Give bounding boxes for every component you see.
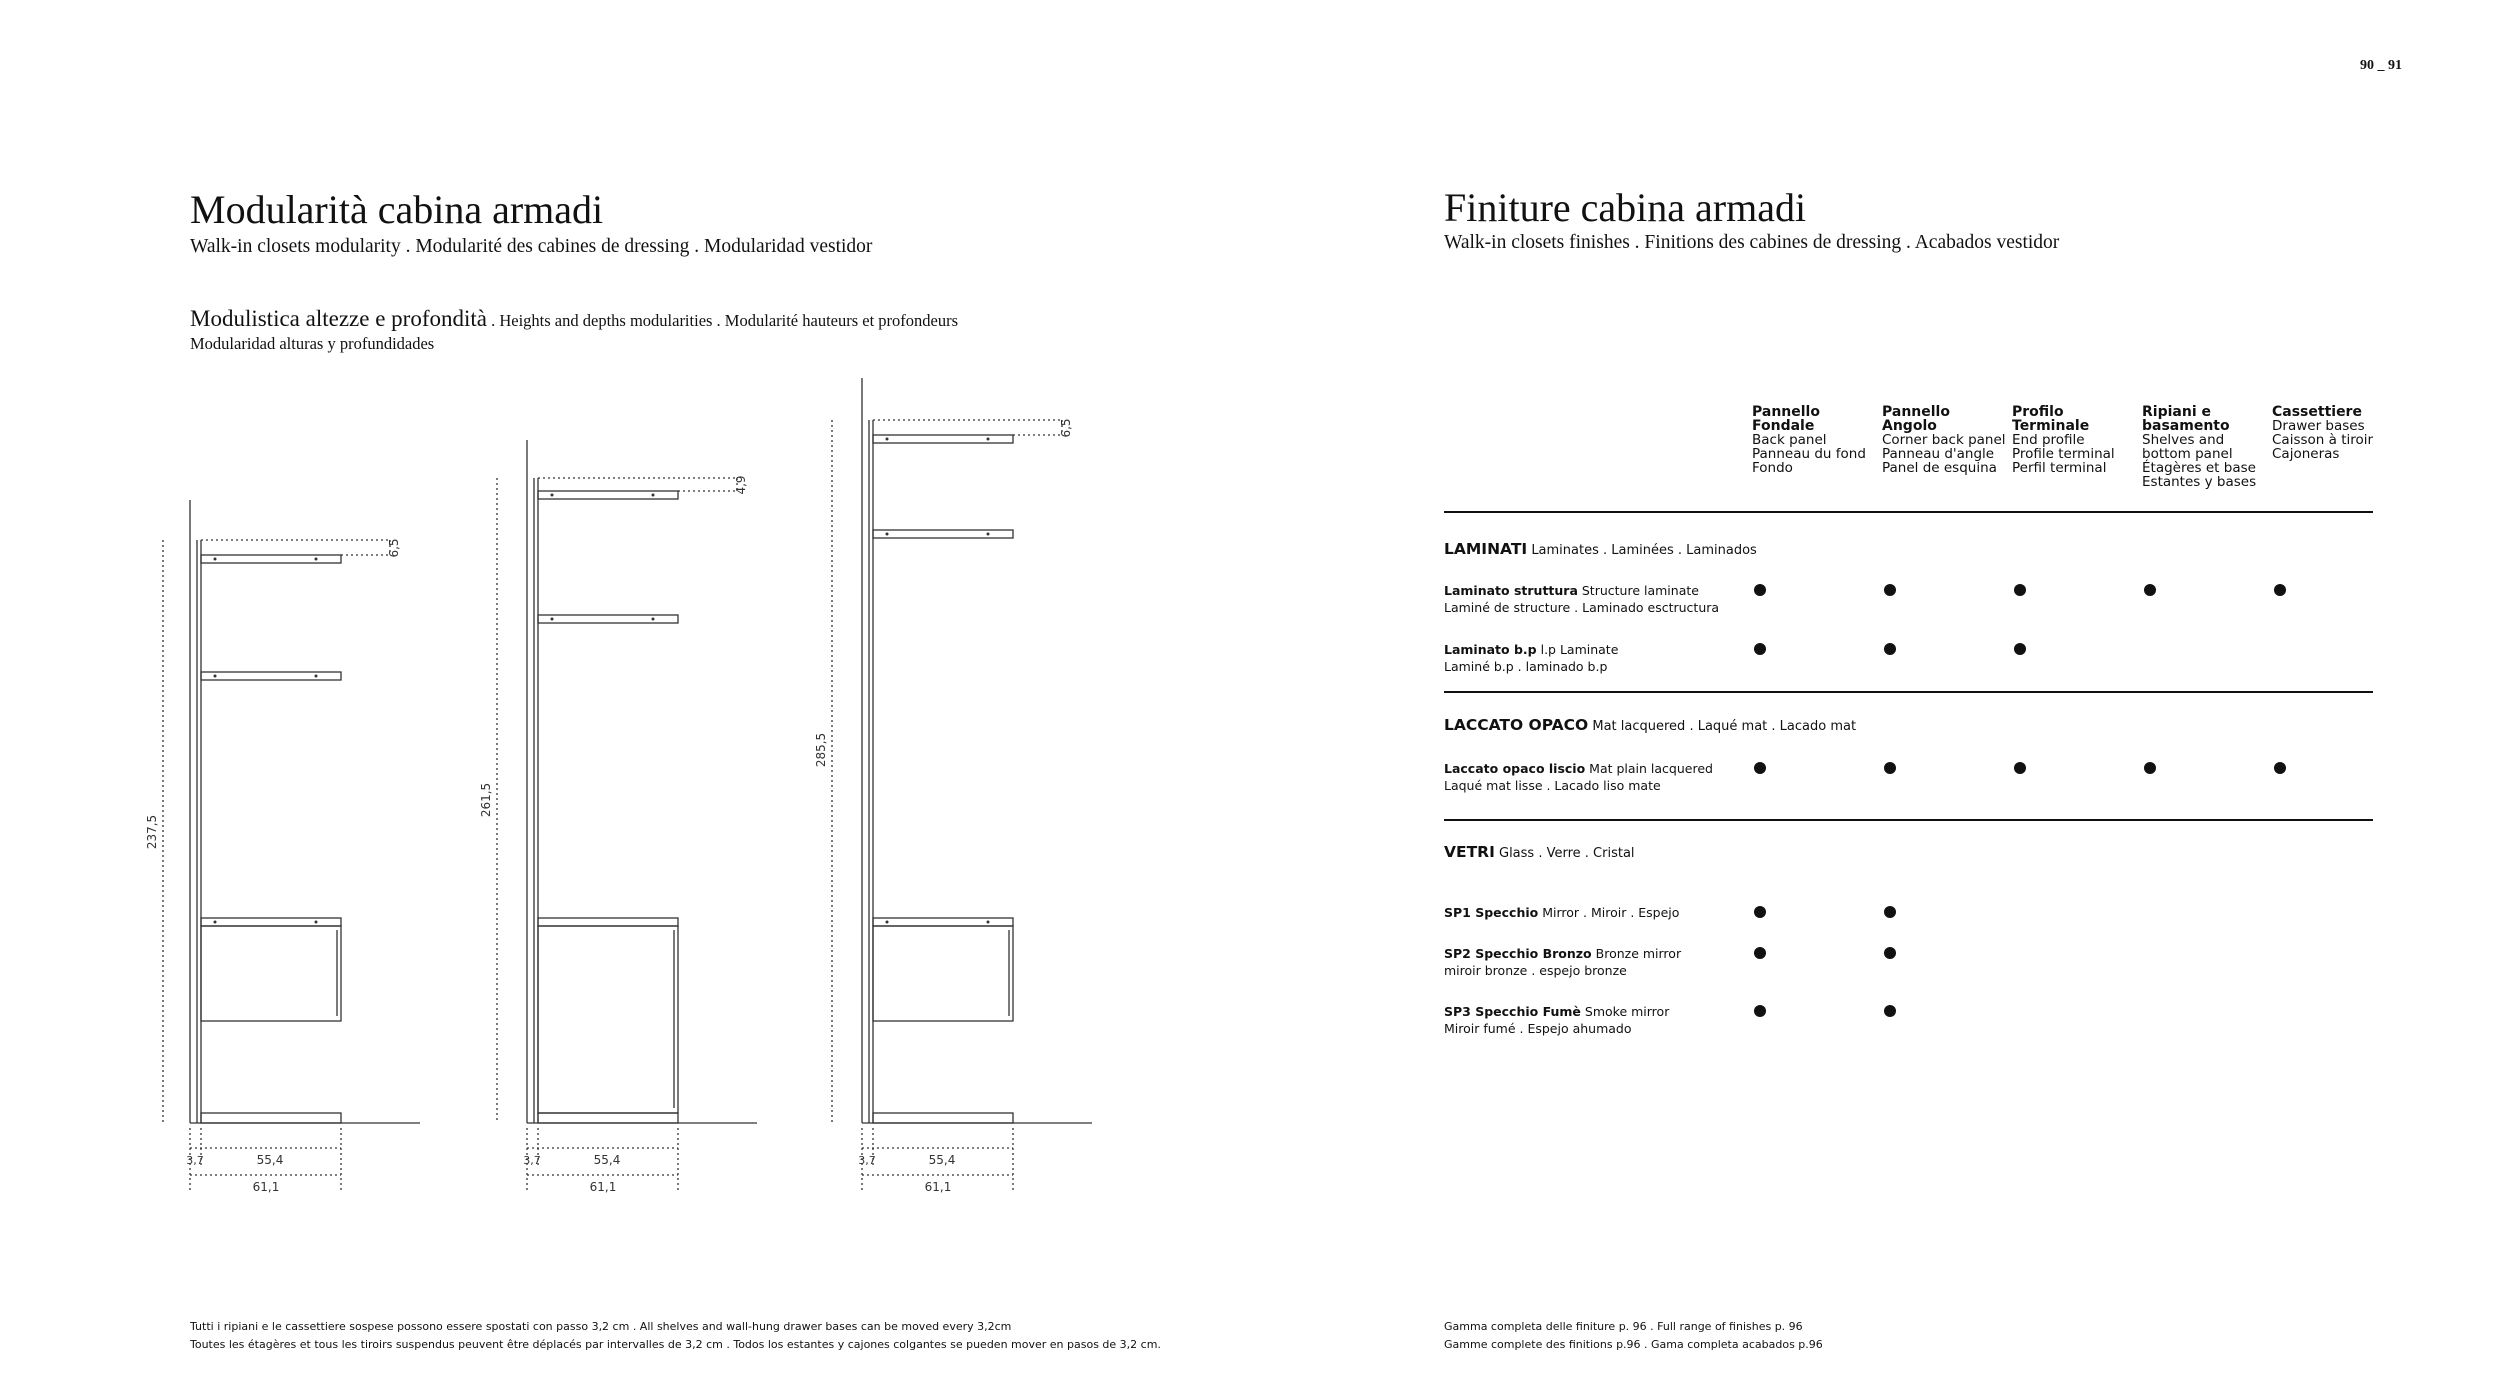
finish-row xyxy=(1444,945,1681,979)
finish-translation: Mirror . Miroir . Espejo xyxy=(1542,905,1680,920)
availability-dot xyxy=(2274,762,2286,774)
col5-line-1: Drawer bases xyxy=(2272,418,2365,434)
unit-1-dim-c: 61,1 xyxy=(252,1180,280,1194)
col3-line-1: End profile xyxy=(2012,432,2085,448)
unit-3-dim-a: 3,7 xyxy=(858,1154,876,1167)
unit-1-top-gap-label: 6,5 xyxy=(387,538,401,558)
unit-3-height-label: 285,5 xyxy=(814,732,828,768)
availability-dot xyxy=(1754,762,1766,774)
column-header-end-profile xyxy=(2012,405,2115,475)
col2-line-3: Panel de esquina xyxy=(1882,460,1997,476)
col1-line-3: Fondo xyxy=(1752,460,1793,476)
finish-translation-2: Miroir fumé . Espejo ahumado xyxy=(1444,1021,1632,1036)
right-footnote xyxy=(1444,1318,1823,1354)
table-rule-3 xyxy=(1444,819,2373,821)
unit-2-top-gap-label: 4,9 xyxy=(734,475,748,495)
column-header-corner-panel xyxy=(1882,405,2006,475)
unit-1-height-label: 237,5 xyxy=(145,814,159,850)
group-translations: Mat lacquered . Laqué mat . Lacado mat xyxy=(1592,719,1857,734)
unit-2-drawing xyxy=(497,440,737,1192)
availability-dot xyxy=(2144,584,2156,596)
finish-translation: Mat plain lacquered xyxy=(1589,761,1713,776)
group-translations: Glass . Verre . Cristal xyxy=(1499,846,1635,861)
group-name: VETRI xyxy=(1444,843,1495,861)
col1-title-2: Fondale xyxy=(1752,418,1815,434)
table-rule-2 xyxy=(1444,691,2373,693)
finish-row xyxy=(1444,760,1713,794)
availability-dot xyxy=(1754,643,1766,655)
unit-2-dim-a: 3,7 xyxy=(523,1154,541,1167)
section-title-rest: . Heights and depths modularities . Modularité hauteurs et profondeurs xyxy=(486,311,959,330)
availability-dot xyxy=(2274,584,2286,596)
col3-line-2: Profile terminal xyxy=(2012,446,2115,462)
finish-name: SP3 Specchio Fumè xyxy=(1444,1004,1581,1019)
unit-1-dim-b: 55,4 xyxy=(256,1153,284,1167)
finish-row xyxy=(1444,904,1679,921)
col3-line-3: Perfil terminal xyxy=(2012,460,2107,476)
col5-title-1: Cassettiere xyxy=(2272,404,2362,420)
availability-dot xyxy=(1884,643,1896,655)
right-footnote-line-1: Gamma completa delle finiture p. 96 . Full range of finishes p. 96 xyxy=(1444,1320,1803,1333)
unit-2-height-label: 261,5 xyxy=(479,782,493,818)
column-header-drawer-bases xyxy=(2272,405,2373,461)
availability-dot xyxy=(1754,584,1766,596)
unit-3-top-gap-label: 6,5 xyxy=(1059,418,1073,438)
group-translations: Laminates . Laminées . Laminados xyxy=(1531,543,1757,558)
availability-dot xyxy=(1884,1005,1896,1017)
section-subtitle: Modularidad alturas y profundidades xyxy=(190,334,435,353)
table-rule-top xyxy=(1444,511,2373,513)
finish-translation: Bronze mirror xyxy=(1595,946,1682,961)
col5-line-3: Cajoneras xyxy=(2272,446,2340,462)
left-title: Modularità cabina armadi xyxy=(190,187,604,232)
col1-title-1: Pannello xyxy=(1752,404,1820,420)
col4-line-1: Shelves and xyxy=(2142,432,2225,448)
right-title: Finiture cabina armadi xyxy=(1444,185,1807,230)
finish-translation: l.p Laminate xyxy=(1540,642,1619,657)
availability-dot xyxy=(1884,947,1896,959)
left-subtitle: Walk-in closets modularity . Modularité des cabines de dressing . Modularidad vestidor xyxy=(190,236,873,257)
finish-row xyxy=(1444,1003,1669,1037)
group-header-vetri xyxy=(1444,843,1635,861)
section-title: Modulistica altezze e profondità xyxy=(190,306,487,331)
group-name: LACCATO OPACO xyxy=(1444,716,1589,734)
finish-name: Laminato struttura xyxy=(1444,583,1578,598)
col4-line-4: Estantes y bases xyxy=(2142,474,2257,490)
availability-dot xyxy=(1754,906,1766,918)
col1-line-1: Back panel xyxy=(1752,432,1827,448)
col2-title-2: Angolo xyxy=(1882,418,1937,434)
finish-name: Laminato b.p xyxy=(1444,642,1537,657)
unit-1-drawing xyxy=(163,500,390,1192)
availability-dot xyxy=(1884,906,1896,918)
availability-dot xyxy=(2014,762,2026,774)
availability-dot xyxy=(1884,584,1896,596)
unit-3-drawing xyxy=(832,378,1062,1192)
group-name: LAMINATI xyxy=(1444,540,1528,558)
left-footnote-line-2: Toutes les étagères et tous les tiroirs suspendus peuvent être déplacés par intervalles de 3,2 cm . Todos los estantes y cajones colgantes se pueden mover en pasos de 3,2 cm. xyxy=(190,1338,1161,1351)
col2-line-2: Panneau d'angle xyxy=(1882,446,1995,462)
column-header-back-panel xyxy=(1752,405,1866,475)
col2-title-1: Pannello xyxy=(1882,404,1950,420)
col2-line-1: Corner back panel xyxy=(1882,432,2006,448)
group-header-laccato xyxy=(1444,716,1856,734)
col3-title-1: Profilo xyxy=(2012,404,2064,420)
finish-translation-2: Laminé de structure . Laminado esctructura xyxy=(1444,600,1720,615)
col5-line-2: Caisson à tiroir xyxy=(2272,432,2374,448)
finish-translation: Structure laminate xyxy=(1581,583,1699,598)
availability-dot xyxy=(2014,643,2026,655)
availability-dot xyxy=(1884,762,1896,774)
unit-2-dim-b: 55,4 xyxy=(593,1153,621,1167)
finish-translation: Smoke mirror xyxy=(1584,1004,1670,1019)
finish-row xyxy=(1444,582,1719,616)
modularity-drawings xyxy=(0,0,1250,1250)
unit-1-dim-a: 3,7 xyxy=(186,1154,204,1167)
availability-dot xyxy=(1754,947,1766,959)
col4-title-2: basamento xyxy=(2142,418,2230,434)
right-footnote-line-2: Gamme complete des finitions p.96 . Gama completa acabados p.96 xyxy=(1444,1338,1823,1351)
page-number: 90 _ 91 xyxy=(2360,58,2402,73)
left-footnote xyxy=(190,1318,1161,1354)
right-subtitle: Walk-in closets finishes . Finitions des cabines de dressing . Acabados vestidor xyxy=(1444,232,2060,253)
col4-line-3: Étagères et base xyxy=(2142,460,2256,476)
finish-translation-2: Laminé b.p . laminado b.p xyxy=(1444,659,1608,674)
availability-dot xyxy=(2144,762,2156,774)
col4-line-2: bottom panel xyxy=(2142,446,2233,462)
finish-name: Laccato opaco liscio xyxy=(1444,761,1586,776)
unit-3-dim-c: 61,1 xyxy=(924,1180,952,1194)
finish-row xyxy=(1444,641,1618,675)
finish-translation-2: Laqué mat lisse . Lacado liso mate xyxy=(1444,778,1661,793)
col4-title-1: Ripiani e xyxy=(2142,404,2211,420)
col1-line-2: Panneau du fond xyxy=(1752,446,1866,462)
finish-name: SP2 Specchio Bronzo xyxy=(1444,946,1592,961)
unit-3-dim-b: 55,4 xyxy=(928,1153,956,1167)
finish-name: SP1 Specchio xyxy=(1444,905,1539,920)
group-header-laminati xyxy=(1444,540,1757,558)
finish-translation-2: miroir bronze . espejo bronze xyxy=(1444,963,1627,978)
column-header-shelves xyxy=(2142,405,2256,489)
availability-dot xyxy=(1754,1005,1766,1017)
left-footnote-line-1: Tutti i ripiani e le cassettiere sospese possono essere spostati con passo 3,2 cm . All shelves and wall-hung drawer bases can be moved every 3,2cm xyxy=(190,1320,1012,1333)
availability-dot xyxy=(2014,584,2026,596)
col3-title-2: Terminale xyxy=(2012,418,2090,434)
unit-2-dim-c: 61,1 xyxy=(589,1180,617,1194)
